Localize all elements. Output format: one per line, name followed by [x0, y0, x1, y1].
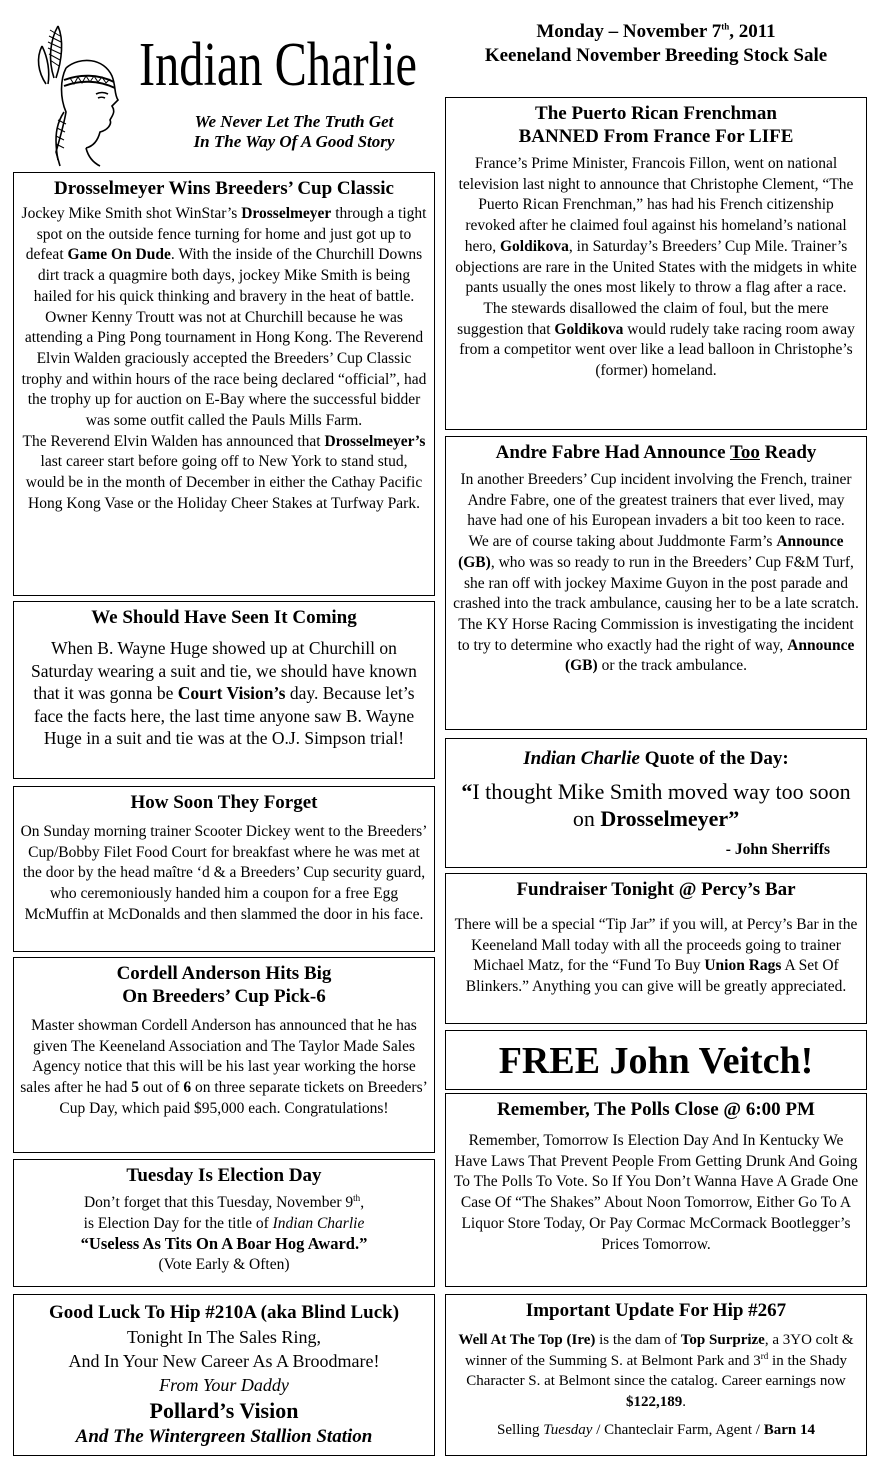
article-paragraph: Jockey Mike Smith shot WinStar’s Drosselmeyer through a tight spot on the outside fence turning for home and just got up to defeat Game On Dude. With the inside of the Churchill Downs dirt track a quagmire both days, jockey Mike Smith is being hailed for his quick thinking and bravery in the heat of battle. [21, 205, 427, 305]
article-title: The Puerto Rican Frenchman BANNED From France For LIFE [518, 103, 794, 147]
article-title: Cordell Anderson Hits Big On Breeders’ Cup Pick-6 [116, 963, 332, 1007]
article-drosselmeyer [13, 172, 435, 596]
tagline-line-1: We Never Let The Truth Get [194, 112, 394, 131]
article-title: Remember, The Polls Close @ 6:00 PM [497, 1099, 815, 1120]
newsletter-tagline [164, 112, 424, 152]
event-name: Keeneland November Breeding Stock Sale [484, 45, 828, 66]
article-puerto-rican-frenchman [445, 97, 867, 430]
article-line: Don’t forget that this Tuesday, November 9th, [83, 1192, 365, 1211]
article-title: Fundraiser Tonight @ Percy’s Bar [516, 879, 796, 900]
article-paragraph: Master showman Cordell Anderson has announced that he has given The Keeneland Association and The Taylor Made Sales Agency notice that this will be his last year working the horse sales after he had 5 out of 6 on three separate tickets on Breeders’ Cup Day, which paid $95,000 each. Congratulations! [20, 1017, 428, 1117]
article-election-day [13, 1159, 435, 1287]
article-paragraph: In another Breeders’ Cup incident involving the French, trainer Andre Fabre, one of the greatest trainers that ever lived, may have had one of his European invaders a bit too keen to race. [460, 471, 852, 530]
article-polls-close [445, 1093, 867, 1287]
article-paragraph: On Sunday morning trainer Scooter Dickey went to the Breeders’ Cup/Bobby Filet Food Court for breakfast where he was met at the door by the head maître ‘d & a Breeders’ Cup security guard, who ceremoniously handed him a coupon for a free Egg McMuffin at McDonalds and then slammed the door in his face. [20, 823, 428, 923]
article-cordell-anderson [13, 957, 435, 1153]
tagline-line-2: In The Way Of A Good Story [193, 132, 395, 151]
dateline [446, 20, 866, 68]
article-andre-fabre [445, 436, 867, 730]
article-line: And In Your New Career As A Broodmare! [68, 1351, 380, 1371]
article-paragraph: Owner Kenny Troutt was not at Churchill because he was attending a Ping Pong tournament in Hong Kong. The Reverend Elvin Walden graciously accepted the Breeders’ Cup Classic trophy and within hours of the race being declared “official”, had the trophy up for auction on E-Bay where the successful bidder was some outfit called the Pauls Mills Farm. [21, 308, 427, 430]
article-title: Andre Fabre Had Announce Too Ready [495, 442, 817, 463]
quote-attribution: - John Sherriffs [725, 841, 830, 858]
article-paragraph: The stewards disallowed the claim of foul, but the mere suggestion that Goldikova would rudely take racing room away from a competitor went over like a lead balloon in Christophe’s (former) homeland. [457, 299, 855, 380]
article-line: (Vote Early & Often) [158, 1256, 290, 1274]
article-fundraiser [445, 873, 867, 1024]
award-name: “Useless As Tits On A Boar Hog Award.” [80, 1234, 368, 1254]
article-title: Important Update For Hip #267 [525, 1300, 787, 1321]
newsletter-brand-title: Indian Charlie [139, 31, 417, 99]
article-title: We Should Have Seen It Coming [91, 607, 357, 628]
article-title: How Soon They Forget [130, 792, 318, 813]
issue-date: Monday – November 7th, 2011 [536, 21, 776, 42]
masthead [14, 14, 434, 174]
article-line: And The Wintergreen Stallion Station [75, 1426, 373, 1447]
article-paragraph: When B. Wayne Huge showed up at Churchill on Saturday wearing a suit and tie, we should have known that it was gonna be Court Vision’s day. Because let’s face the facts here, the last time anyone saw B. Wayne Huge in a suit and tie was at the O.J. Simpson trial! [31, 638, 417, 749]
sire-name: Pollard’s Vision [149, 1398, 299, 1423]
article-line: Tonight In The Sales Ring, [127, 1327, 321, 1347]
quote-text: “I thought Mike Smith moved way too soon on Drosselmeyer” [461, 779, 851, 831]
article-title: Drosselmeyer Wins Breeders’ Cup Classic [54, 178, 394, 199]
article-paragraph: The KY Horse Racing Commission is investigating the incident to try to determine who exactly had the right of way, Announce (GB) or the track ambulance. [457, 615, 855, 675]
article-line: is Election Day for the title of Indian Charlie [83, 1214, 365, 1232]
indian-head-logo-icon [20, 20, 130, 170]
free-john-veitch-banner [445, 1030, 867, 1090]
article-good-luck-hip-210a [13, 1294, 435, 1456]
article-paragraph: The Reverend Elvin Walden has announced that Drosselmeyer’s last career start before going off to New York to stand stud, would be in the month of December in either the Cathay Pacific Hong Kong Vase or the Holiday Cheer Stakes at Turfway Park. [22, 432, 426, 512]
selling-info: Selling Tuesday / Chanteclair Farm, Agent / Barn 14 [497, 1422, 815, 1438]
banner-text: FREE John Veitch! [498, 1040, 814, 1082]
article-title: Tuesday Is Election Day [126, 1165, 322, 1186]
article-how-soon-they-forget [13, 786, 435, 952]
article-paragraph: There will be a special “Tip Jar” if you will, at Percy’s Bar in the Keeneland Mall today with all the proceeds going to trainer Michael Matz, for the “Fund To Buy Union Rags A Set Of Blinkers.” Anything you can give will be greatly appreciated. [454, 916, 858, 996]
article-title: Indian Charlie Quote of the Day: [523, 748, 789, 769]
article-paragraph: Remember, Tomorrow Is Election Day And In Kentucky We Have Laws That Prevent People From Getting Drunk And Going To The Polls To Vote. So If You Don’t Wanna Have A Grade One Case Of “The Shakes” About Noon Tomorrow, Either Go To A Liquor Store Today, Or Pay Cormac McCormack Bootlegger’s Prices Tomorrow. [453, 1132, 859, 1253]
article-paragraph: France’s Prime Minister, Francois Fillon, went on national television last night to announce that Christophe Clement, “The Puerto Rican Frenchman,” has had his French citizenship revoked after he claimed foul against his homeland’s national hero, Goldikova, in Saturday’s Breeders’ Cup Mile. Trainer’s objections are rare in the United States with the midgets in white pants usually the ones most likely to throw a flag after a race. [455, 155, 857, 297]
article-line: Good Luck To Hip #210A (aka Blind Luck) [48, 1302, 400, 1323]
article-hip-267-update [445, 1294, 867, 1456]
article-paragraph: Well At The Top (Ire) is the dam of Top Surprize, a 3YO colt & winner of the Summing S. at Belmont Park and 3rd in the Shady Character S. at Belmont since the catalog. Career earnings now $122,189. [458, 1332, 854, 1410]
article-paragraph: We are of course taking about Juddmonte Farm’s Announce (GB), who was so ready to run in the Breeders’ Cup F&M Turf, she ran off with jockey Maxime Guyon in the post parade and crashed into the track ambulance, causing her to be a late scratch. [453, 533, 859, 613]
quote-of-the-day [445, 738, 867, 868]
article-line: From Your Daddy [159, 1375, 289, 1395]
article-seen-it-coming [13, 601, 435, 779]
